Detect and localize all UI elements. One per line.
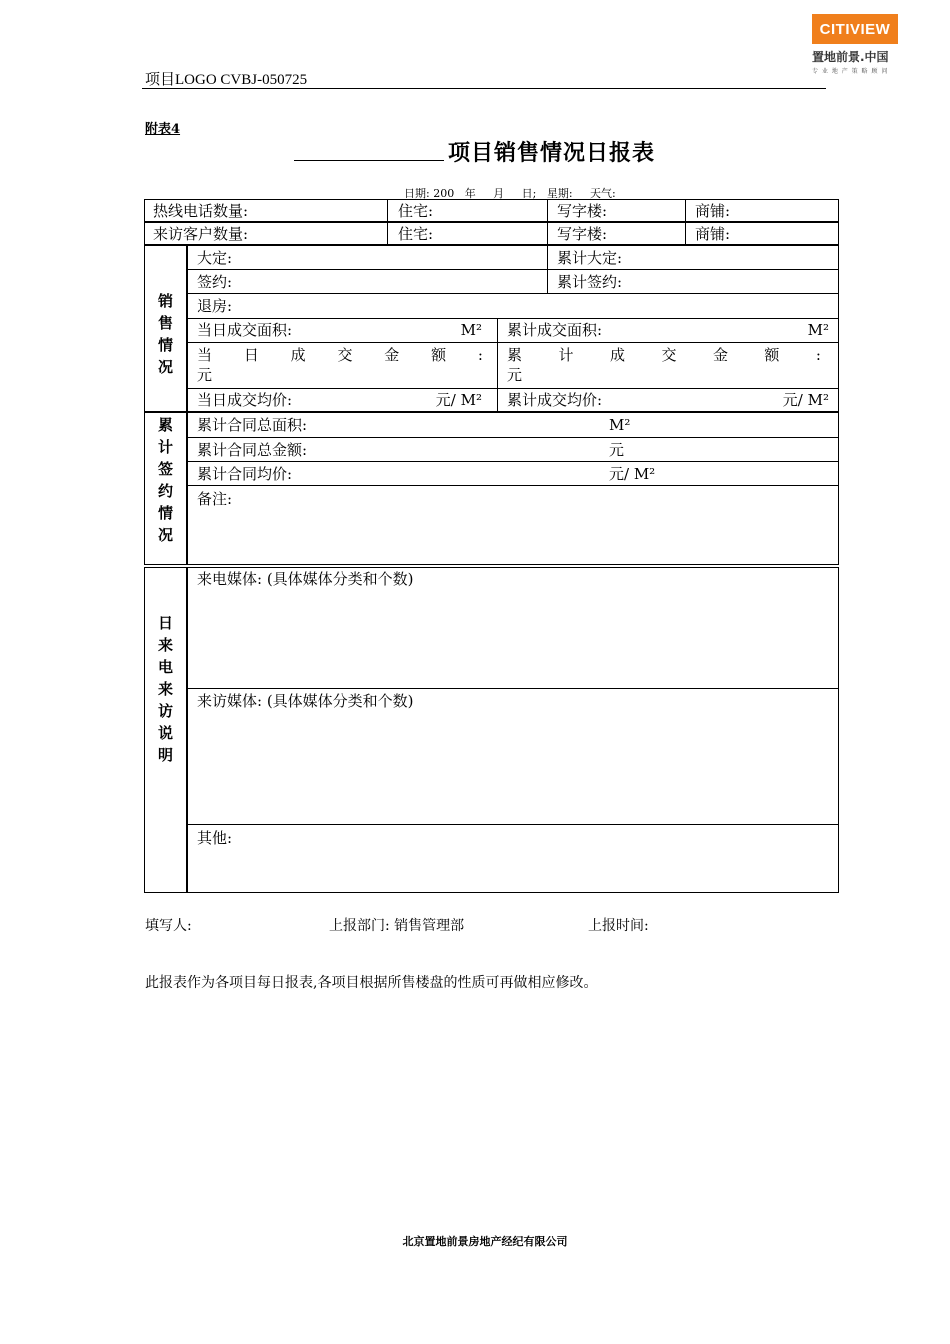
total-area-label: 累计合同总面积: xyxy=(197,416,308,434)
row-line xyxy=(187,388,839,389)
day-avg-row xyxy=(188,390,488,410)
company-name: 北京置地前景房地产经纪有限公司 xyxy=(402,1235,568,1248)
row-line xyxy=(187,824,839,825)
appendix-label: 附表4 xyxy=(145,122,181,137)
cum-avg-unit: 元/ M² xyxy=(782,391,829,409)
cum-amount-char: 金 xyxy=(712,346,728,364)
day-amount-char: 额 xyxy=(431,346,447,364)
avg-price-label: 累计合同均价: xyxy=(197,465,293,483)
cum-avg-label: 累计成交均价: xyxy=(507,391,603,409)
cum-area-row xyxy=(498,320,839,340)
cum-amount-char: 成 xyxy=(609,346,625,364)
cum-deposit-label: 累计大定: xyxy=(557,249,623,267)
row-line xyxy=(187,293,839,294)
hotline-residential: 住宅: xyxy=(398,202,434,220)
total-area-unit: M² xyxy=(609,416,631,434)
hotline-shop: 商铺: xyxy=(695,202,731,220)
cum-amount-unit: 元 xyxy=(507,366,523,384)
cum-amount-char: 交 xyxy=(661,346,677,364)
call-media-label: 来电媒体: (具体媒体分类和个数) xyxy=(197,570,414,588)
avg-price-unit: 元/ M² xyxy=(609,465,656,483)
total-amount-unit: 元 xyxy=(609,441,625,459)
cum-area-label: 累计成交面积: xyxy=(507,321,603,339)
day-amount-char: 当 xyxy=(197,346,213,364)
sales-heading xyxy=(144,290,187,378)
row-line xyxy=(187,688,839,689)
hotline-row xyxy=(144,199,839,222)
day-amount-char: 交 xyxy=(337,346,353,364)
refund-label: 退房: xyxy=(197,297,233,315)
visitors-label: 来访客户数量: xyxy=(153,225,249,243)
day-amount-unit: 元 xyxy=(197,366,213,384)
report-time-label: 上报时间: xyxy=(588,918,649,934)
contract-heading xyxy=(144,414,187,546)
hotline-office: 写字楼: xyxy=(557,202,608,220)
day-avg-unit: 元/ M² xyxy=(435,391,482,409)
signed-label: 签约: xyxy=(197,273,233,291)
citiview-logo: CITIVIEW xyxy=(812,14,898,44)
day-amount-char: 成 xyxy=(290,346,306,364)
hotline-label: 热线电话数量: xyxy=(153,202,249,220)
other-label: 其他: xyxy=(197,829,233,847)
media-body xyxy=(187,567,839,893)
page-title: 项目销售情况日报表 xyxy=(448,140,656,166)
header-project-logo-text: 项目LOGO CVBJ-050725 xyxy=(145,72,308,88)
visitors-residential: 住宅: xyxy=(398,225,434,243)
day-avg-label: 当日成交均价: xyxy=(197,391,293,409)
cum-amount-char: : xyxy=(815,346,821,364)
divider xyxy=(387,199,388,245)
cum-amount-char: 额 xyxy=(764,346,780,364)
visit-media-label: 来访媒体: (具体媒体分类和个数) xyxy=(197,692,414,710)
row-line xyxy=(187,342,839,343)
visitors-row xyxy=(144,222,839,245)
logo-subtitle: 专 业 地 产 策 略 顾 问 xyxy=(812,68,889,75)
header-divider xyxy=(142,88,826,89)
visitors-shop: 商铺: xyxy=(695,225,731,243)
row-line xyxy=(187,461,839,462)
media-heading xyxy=(144,612,187,766)
cum-amount-row xyxy=(498,345,839,385)
report-note: 此报表作为各项目每日报表,各项目根据所售楼盘的性质可再做相应修改。 xyxy=(145,975,598,991)
media-heading-text: 日来电来访说明 xyxy=(157,614,173,764)
department-label: 上报部门: 销售管理部 xyxy=(329,918,465,934)
sales-heading-text: 销售情况 xyxy=(157,292,173,376)
cum-signed-label: 累计签约: xyxy=(557,273,623,291)
contract-heading-text: 累计签约情况 xyxy=(157,416,173,544)
logo-chinese-name: 置地前景.中国 xyxy=(812,50,889,64)
project-name-blank xyxy=(294,160,444,161)
visitors-office: 写字楼: xyxy=(557,225,608,243)
day-amount-char: 日 xyxy=(243,346,259,364)
row-line xyxy=(187,269,839,270)
day-amount-row xyxy=(188,345,497,385)
day-amount-char: 金 xyxy=(384,346,400,364)
day-area-label: 当日成交面积: xyxy=(197,321,293,339)
deposit-label: 大定: xyxy=(197,249,233,267)
row-line xyxy=(187,437,839,438)
row-line xyxy=(187,318,839,319)
total-amount-label: 累计合同总金额: xyxy=(197,441,308,459)
cum-amount-char: 计 xyxy=(558,346,574,364)
cum-amount-char: 累 xyxy=(507,346,523,364)
row-line xyxy=(187,485,839,486)
day-area-unit: M² xyxy=(460,321,482,339)
filler-label: 填写人: xyxy=(145,918,192,934)
remarks-label: 备注: xyxy=(197,490,233,508)
date-line: 日期: 200 年 月 日; 星期: 天气: xyxy=(404,187,616,200)
day-amount-char: : xyxy=(477,346,483,364)
cum-area-unit: M² xyxy=(807,321,829,339)
cum-avg-row xyxy=(498,390,839,410)
day-area-row xyxy=(188,320,488,340)
